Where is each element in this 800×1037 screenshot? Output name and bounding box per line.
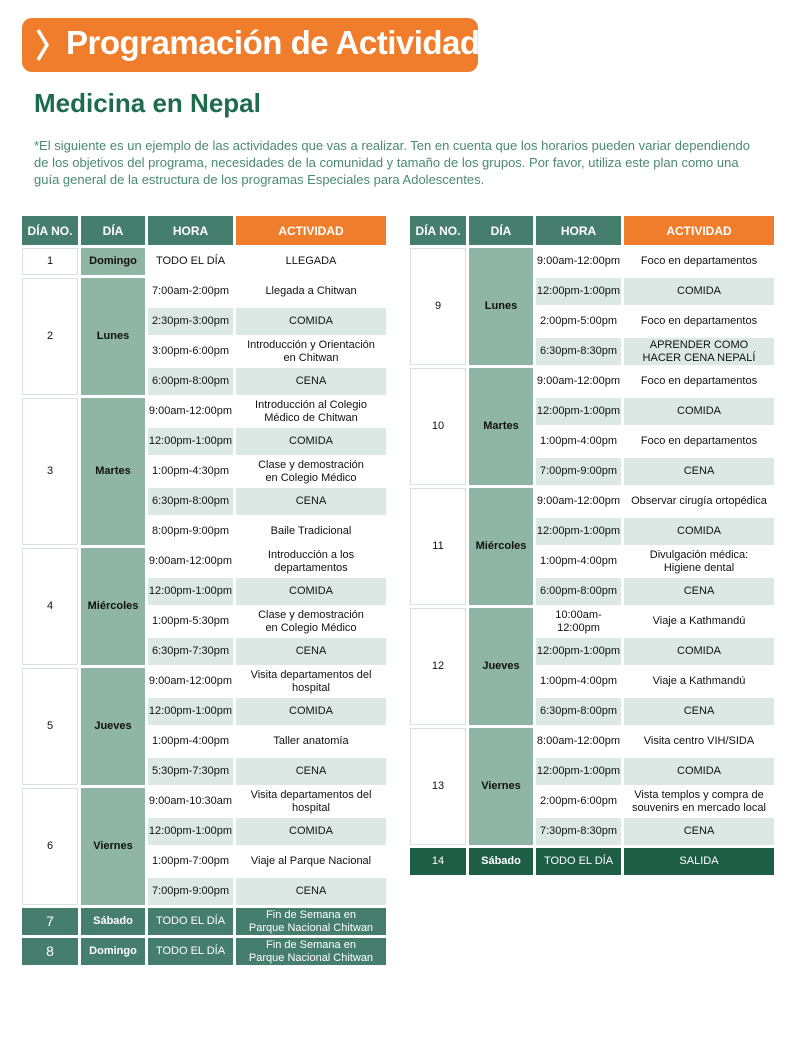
activity-cell: Visita departamentos del hospital	[236, 788, 386, 815]
hour-cell: 6:30pm-8:30pm	[536, 338, 621, 365]
table-row	[410, 728, 774, 755]
hour-cell: 7:30pm-8:30pm	[536, 818, 621, 845]
day-number-cell: 13	[410, 728, 466, 845]
activity-cell: Observar cirugía ortopédica	[624, 488, 774, 515]
hour-cell: 9:00am-12:00pm	[536, 368, 621, 395]
table-row	[22, 668, 386, 695]
weekday-cell: Lunes	[81, 278, 145, 395]
column-header-activity: ACTIVIDAD	[236, 216, 386, 245]
schedule-body-left	[22, 248, 386, 965]
program-subtitle: Medicina en Nepal	[34, 88, 261, 118]
activity-cell: CENA	[624, 458, 774, 485]
activity-cell: Fin de Semana en Parque Nacional Chitwan	[236, 938, 386, 965]
table-row	[410, 848, 774, 875]
activity-cell: CENA	[624, 578, 774, 605]
hour-cell: 2:30pm-3:00pm	[148, 308, 233, 335]
hour-cell: 12:00pm-1:00pm	[148, 818, 233, 845]
activity-cell: Foco en departamentos	[624, 428, 774, 455]
activity-cell: Visita centro VIH/SIDA	[624, 728, 774, 755]
column-header-day: DÍA	[81, 216, 145, 245]
table-header-row	[410, 216, 774, 245]
day-number-cell: 8	[22, 938, 78, 965]
hour-cell: 10:00am-12:00pm	[536, 608, 621, 635]
hour-cell: 9:00am-12:00pm	[536, 488, 621, 515]
activity-cell: COMIDA	[236, 428, 386, 455]
activity-cell: CENA	[236, 758, 386, 785]
hour-cell: 5:30pm-7:30pm	[148, 758, 233, 785]
hour-cell: 12:00pm-1:00pm	[536, 398, 621, 425]
hour-cell: 12:00pm-1:00pm	[536, 758, 621, 785]
activity-cell: CENA	[236, 368, 386, 395]
column-header-hour: HORA	[536, 216, 621, 245]
day-number-cell: 9	[410, 248, 466, 365]
activity-cell: CENA	[624, 698, 774, 725]
weekday-cell: Jueves	[81, 668, 145, 785]
hour-cell: 1:00pm-4:00pm	[536, 548, 621, 575]
hour-cell: 6:30pm-7:30pm	[148, 638, 233, 665]
table-row	[410, 368, 774, 395]
column-header-day-no: DÍA NO.	[22, 216, 78, 245]
hour-cell: 12:00pm-1:00pm	[148, 698, 233, 725]
table-row	[410, 608, 774, 635]
hour-cell: 2:00pm-6:00pm	[536, 788, 621, 815]
activity-cell: Vista templos y compra de souvenirs en mercado local	[624, 788, 774, 815]
hour-cell: 12:00pm-1:00pm	[148, 428, 233, 455]
activity-cell: Baile Tradicional	[236, 518, 386, 545]
table-row	[22, 278, 386, 305]
day-number-cell: 10	[410, 368, 466, 485]
activity-cell: Introducción al Colegio Médico de Chitwan	[236, 398, 386, 425]
activity-cell: COMIDA	[236, 698, 386, 725]
activity-cell: COMIDA	[236, 308, 386, 335]
activity-cell: COMIDA	[624, 518, 774, 545]
column-header-activity: ACTIVIDAD	[624, 216, 774, 245]
hour-cell: TODO EL DÍA	[148, 248, 233, 275]
day-number-cell: 11	[410, 488, 466, 605]
hour-cell: 1:00pm-4:30pm	[148, 458, 233, 485]
table-row	[22, 788, 386, 815]
hour-cell: 6:30pm-8:00pm	[536, 698, 621, 725]
activity-cell: Introducción y Orientación en Chitwan	[236, 338, 386, 365]
weekday-cell: Domingo	[81, 938, 145, 965]
hour-cell: 6:00pm-8:00pm	[536, 578, 621, 605]
activity-cell: LLEGADA	[236, 248, 386, 275]
hour-cell: 12:00pm-1:00pm	[536, 518, 621, 545]
hour-cell: 9:00am-12:00pm	[148, 668, 233, 695]
activity-cell: Clase y demostración en Colegio Médico	[236, 458, 386, 485]
activity-cell: COMIDA	[624, 398, 774, 425]
page-title: Programación de Actividades	[66, 24, 516, 61]
day-number-cell: 12	[410, 608, 466, 725]
table-row	[22, 908, 386, 935]
hour-cell: TODO EL DÍA	[536, 848, 621, 875]
day-number-cell: 2	[22, 278, 78, 395]
hour-cell: 7:00am-2:00pm	[148, 278, 233, 305]
weekday-cell: Sábado	[469, 848, 533, 875]
hour-cell: TODO EL DÍA	[148, 938, 233, 965]
hour-cell: 2:00pm-5:00pm	[536, 308, 621, 335]
day-number-cell: 7	[22, 908, 78, 935]
hour-cell: 7:00pm-9:00pm	[148, 878, 233, 905]
day-number-cell: 5	[22, 668, 78, 785]
hour-cell: 1:00pm-7:00pm	[148, 848, 233, 875]
weekday-cell: Miércoles	[469, 488, 533, 605]
hour-cell: 8:00am-12:00pm	[536, 728, 621, 755]
activity-cell: Foco en departamentos	[624, 368, 774, 395]
activity-cell: Llegada a Chitwan	[236, 278, 386, 305]
weekday-cell: Martes	[469, 368, 533, 485]
column-header-hour: HORA	[148, 216, 233, 245]
activity-cell: Fin de Semana en Parque Nacional Chitwan	[236, 908, 386, 935]
hour-cell: 9:00am-12:00pm	[536, 248, 621, 275]
activity-cell: APRENDER COMO HACER CENA NEPALÍ	[624, 338, 774, 365]
activity-cell: SALIDA	[624, 848, 774, 875]
activity-cell: Taller anatomía	[236, 728, 386, 755]
weekday-cell: Domingo	[81, 248, 145, 275]
table-row	[410, 248, 774, 275]
activity-cell: Visita departamentos del hospital	[236, 668, 386, 695]
weekday-cell: Sábado	[81, 908, 145, 935]
activity-cell: COMIDA	[624, 758, 774, 785]
activity-cell: COMIDA	[624, 638, 774, 665]
day-number-cell: 14	[410, 848, 466, 875]
activity-cell: Divulgación médica: Higiene dental	[624, 548, 774, 575]
hour-cell: 9:00am-12:00pm	[148, 398, 233, 425]
weekday-cell: Martes	[81, 398, 145, 545]
table-row	[22, 398, 386, 425]
hour-cell: 12:00pm-1:00pm	[148, 578, 233, 605]
activity-cell: CENA	[236, 638, 386, 665]
weekday-cell: Viernes	[81, 788, 145, 905]
schedule-table-right	[407, 213, 777, 878]
activity-cell: Viaje al Parque Nacional	[236, 848, 386, 875]
disclaimer-note: *El siguiente es un ejemplo de las actividades que vas a realizar. Ten en cuenta que los horarios pueden variar dependiendo de los objetivos del programa, necesidades de la comunidad y tamaño de los grupos. Por favor, utiliza este plan como una guía general de la estructura de los programas Especiales para Adolescentes.	[34, 138, 750, 187]
weekday-cell: Jueves	[469, 608, 533, 725]
hour-cell: 1:00pm-5:30pm	[148, 608, 233, 635]
hour-cell: 6:00pm-8:00pm	[148, 368, 233, 395]
day-number-cell: 6	[22, 788, 78, 905]
table-row	[22, 548, 386, 575]
activity-cell: Introducción a los departamentos	[236, 548, 386, 575]
weekday-cell: Viernes	[469, 728, 533, 845]
hour-cell: 9:00am-10:30am	[148, 788, 233, 815]
chevron-right-icon	[36, 28, 50, 62]
activity-cell: COMIDA	[236, 578, 386, 605]
schedule-body-right	[410, 248, 774, 875]
hour-cell: TODO EL DÍA	[148, 908, 233, 935]
hour-cell: 3:00pm-6:00pm	[148, 338, 233, 365]
weekday-cell: Lunes	[469, 248, 533, 365]
table-row	[22, 938, 386, 965]
day-number-cell: 4	[22, 548, 78, 665]
weekday-cell: Miércoles	[81, 548, 145, 665]
hour-cell: 7:00pm-9:00pm	[536, 458, 621, 485]
table-row	[410, 488, 774, 515]
activity-cell: CENA	[236, 878, 386, 905]
activity-cell: Viaje a Kathmandú	[624, 668, 774, 695]
hour-cell: 6:30pm-8:00pm	[148, 488, 233, 515]
activity-cell: Foco en departamentos	[624, 308, 774, 335]
hour-cell: 9:00am-12:00pm	[148, 548, 233, 575]
activity-cell: CENA	[236, 488, 386, 515]
activity-cell: COMIDA	[624, 278, 774, 305]
day-number-cell: 1	[22, 248, 78, 275]
activity-cell: Foco en departamentos	[624, 248, 774, 275]
hour-cell: 1:00pm-4:00pm	[536, 668, 621, 695]
column-header-day-no: DÍA NO.	[410, 216, 466, 245]
hour-cell: 8:00pm-9:00pm	[148, 518, 233, 545]
activity-cell: CENA	[624, 818, 774, 845]
schedule-table-left	[19, 213, 389, 968]
hour-cell: 1:00pm-4:00pm	[536, 428, 621, 455]
activity-cell: Viaje a Kathmandú	[624, 608, 774, 635]
column-header-day: DÍA	[469, 216, 533, 245]
hour-cell: 1:00pm-4:00pm	[148, 728, 233, 755]
activity-cell: Clase y demostración en Colegio Médico	[236, 608, 386, 635]
day-number-cell: 3	[22, 398, 78, 545]
activity-cell: COMIDA	[236, 818, 386, 845]
hour-cell: 12:00pm-1:00pm	[536, 638, 621, 665]
hour-cell: 12:00pm-1:00pm	[536, 278, 621, 305]
table-header-row	[22, 216, 386, 245]
title-banner	[22, 18, 516, 72]
table-row	[22, 248, 386, 275]
